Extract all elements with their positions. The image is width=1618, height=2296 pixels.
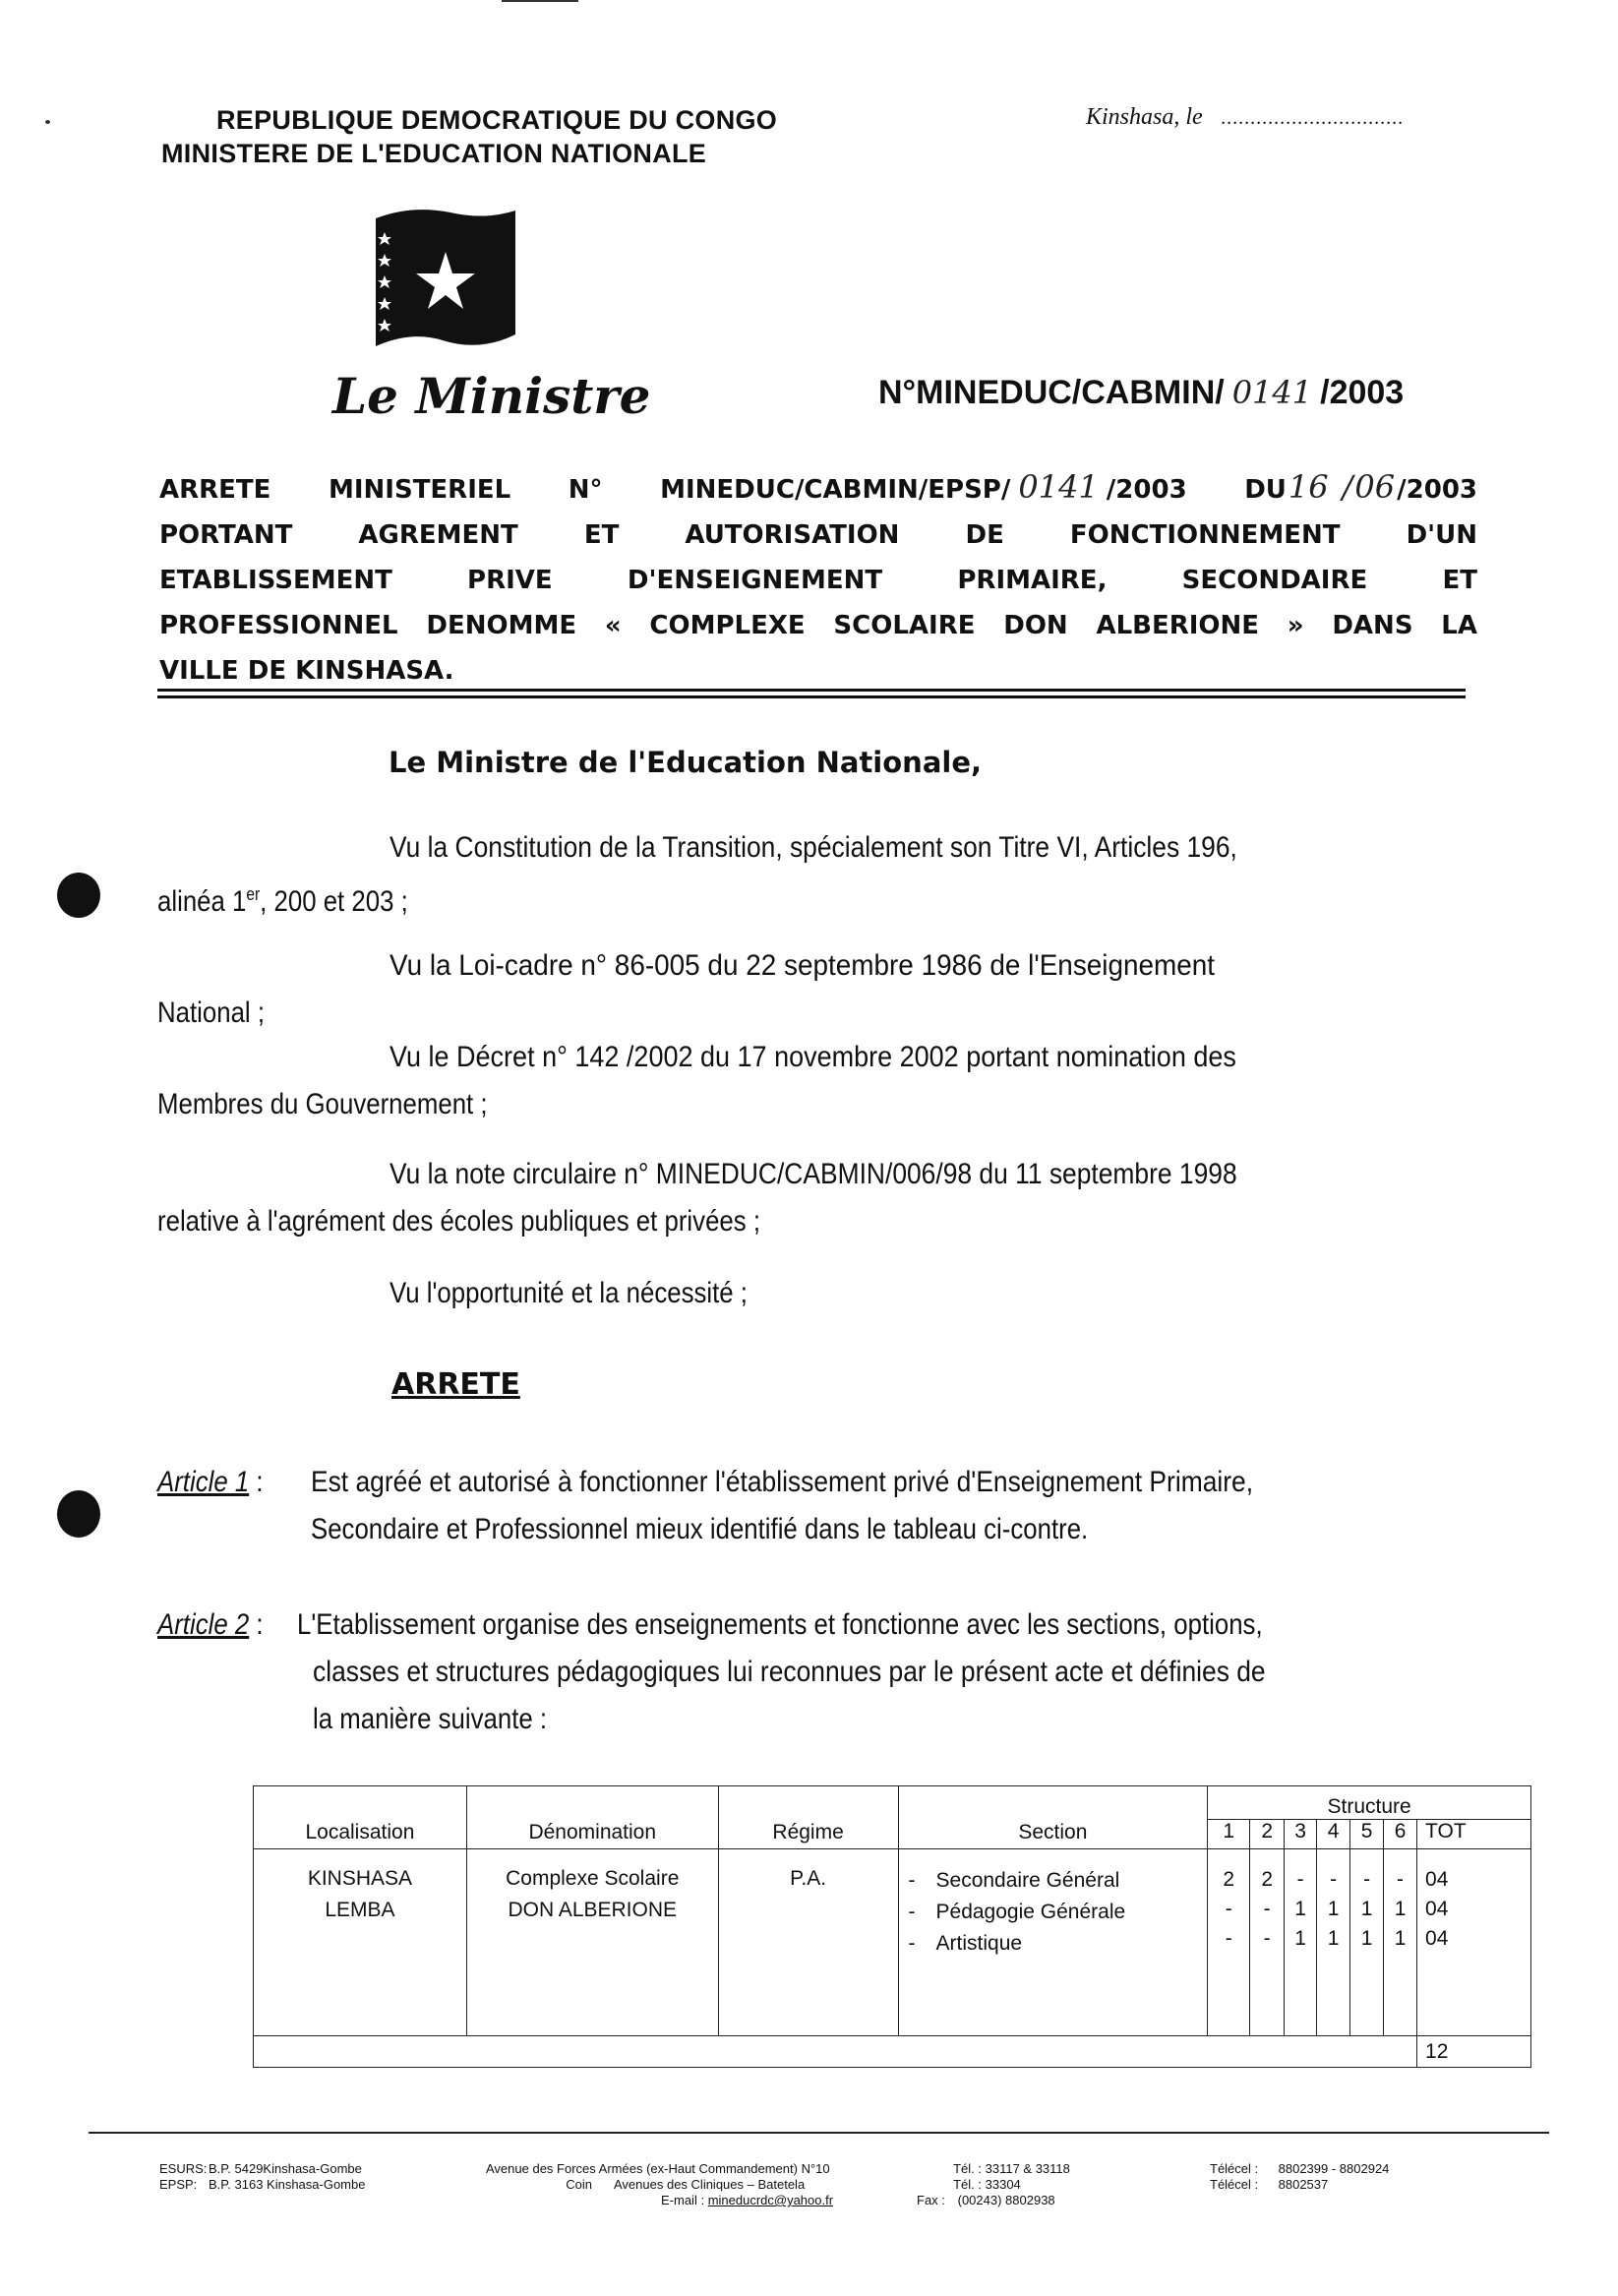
header-col-tot: TOT [1417,1820,1531,1849]
article-2-label: Article 2 : [157,1608,264,1641]
title-divider-2 [157,695,1466,698]
cell-denomination: Complexe Scolaire DON ALBERIONE [466,1849,718,2036]
header-col: 1 [1208,1820,1250,1849]
section-item: - Secondaire Général [908,1869,1120,1892]
vu-note-circulaire-cont: relative à l'agrément des écoles publiques et privées ; [157,1205,761,1238]
article-1-label: Article 1 : [157,1466,264,1498]
top-rule [502,0,578,2]
header-col: 3 [1285,1820,1317,1849]
decree-title-line-4: PROFESSIONNEL DENOMME « COMPLEXE SCOLAIRE DON ALBERIONE » DANS LA [159,611,1477,640]
decree-title-line-5: VILLE DE KINSHASA. [159,656,454,686]
decree-title [159,464,1477,694]
vu-loi-cadre: Vu la Loi-cadre n° 86-005 du 22 septembre 1986 de l'Enseignement [390,949,1216,982]
ref-prefix: N°MINEDUC/CABMIN/ [878,374,1225,411]
flag-emblem-icon [372,205,519,358]
cell-section [898,1849,1208,2036]
section-item: - Pédagogie Générale [908,1901,1126,1923]
arrete-heading: ARRETE [391,1367,520,1402]
header-localisation: Localisation [254,1786,467,1849]
article-2-text: L'Etablissement organise des enseignements et fonctionne avec les sections, options, [297,1608,1263,1641]
decree-title-line-2: PORTANT AGREMENT ET AUTORISATION DE FONCTIONNEMENT D'UN [159,520,1477,550]
header-col: 5 [1350,1820,1384,1849]
ministry-line: MINISTERE DE L'EDUCATION NATIONALE [161,139,707,168]
footer-phones: Tél. : 33117 & 33118 Tél. : 33304 Fax : (00243) 8802938 [917,2161,1070,2207]
table-header-row-1 [254,1786,1531,1820]
cell-struct-3: - 1 1 [1285,1849,1317,2036]
reference-number [878,374,1404,412]
ref-handwritten: 0141 [1231,374,1313,411]
cell-regime: P.A. [718,1849,898,2036]
article-1-text-cont: Secondaire et Professionnel mieux identifié dans le tableau ci-contre. [311,1513,1089,1545]
republic-line: REPUBLIQUE DEMOCRATIQUE DU CONGO [216,105,778,135]
footer-telecel: Télécel : 8802399 - 8802924 Télécel : 8802537 [1210,2161,1390,2192]
vu-loi-cadre-cont: National ; [157,997,266,1029]
vu-constitution: Vu la Constitution de la Transition, spécialement son Titre VI, Articles 196, [390,831,1237,864]
vu-decret: Vu le Décret n° 142 /2002 du 17 novembre 2002 portant nomination des [390,1041,1236,1073]
footer-divider [89,2132,1549,2134]
scan-speck [45,120,50,124]
minister-heading: Le Ministre de l'Education Nationale, [389,746,983,779]
decree-title-line-1: ARRETE MINISTERIEL N° MINEDUC/CABMIN/EPSP/ 0141 /2003 DU16 /06/2003 [159,468,1477,506]
signature-title: Le Ministre [332,367,651,425]
cell-total: 12 [1417,2036,1531,2068]
vu-note-circulaire: Vu la note circulaire n° MINEDUC/CABMIN/006/98 du 11 septembre 1998 [390,1158,1237,1190]
cell-struct-6: - 1 1 [1384,1849,1417,2036]
margin-bullet-2 [57,1490,100,1538]
article-2-text-cont-2: la manière suivante : [313,1703,548,1735]
header-col: 4 [1317,1820,1350,1849]
title-divider [157,689,1466,692]
table-row [254,1849,1531,2036]
cell-struct-2: 2 - - [1250,1849,1285,2036]
header-col: 2 [1250,1820,1285,1849]
date-dots: ............................... [1221,107,1405,129]
table-total-row [254,2036,1531,2068]
cell-struct-4: - 1 1 [1317,1849,1350,2036]
margin-bullet-1 [57,873,100,918]
header-denomination: Dénomination [466,1786,718,1849]
section-item: - Artistique [908,1932,1023,1955]
kinshasa-date [1086,104,1404,131]
cell-struct-1: 2 - - [1208,1849,1250,2036]
place-label: Kinshasa, le [1086,104,1203,130]
article-1-text: Est agréé et autorisé à fonctionner l'établissement privé d'Enseignement Primaire, [311,1466,1254,1498]
header-regime: Régime [718,1786,898,1849]
footer-bp: ESURS: B.P. 5429Kinshasa-Gombe EPSP: B.P. 3163 Kinshasa-Gombe [159,2161,366,2192]
vu-constitution-cont: alinéa 1er, 200 et 203 ; [157,884,408,918]
structure-table [253,1785,1531,2068]
cell-struct-tot: 04 04 04 [1417,1849,1531,2036]
decree-title-line-3: ETABLISSEMENT PRIVE D'ENSEIGNEMENT PRIMAIRE, SECONDAIRE ET [159,566,1477,595]
total-spacer [254,2036,1417,2068]
cell-struct-5: - 1 1 [1350,1849,1384,2036]
vu-decret-cont: Membres du Gouvernement ; [157,1088,488,1120]
header-structure: Structure [1208,1786,1531,1820]
article-2-text-cont: classes et structures pédagogiques lui reconnues par le présent acte et définies de [313,1656,1266,1688]
ref-suffix: /2003 [1320,374,1405,411]
cell-localisation: KINSHASA LEMBA [254,1849,467,2036]
vu-opportunite: Vu l'opportunité et la nécessité ; [390,1277,748,1309]
email-link[interactable]: mineducrdc@yahoo.fr [707,2193,834,2207]
footer-address: Avenue des Forces Armées (ex-Haut Commandement) N°10 Coin Avenues des Cliniques – Batetela E-mail : mineducrdc@yahoo.fr [486,2161,834,2207]
header-col: 6 [1384,1820,1417,1849]
header-section: Section [898,1786,1208,1849]
